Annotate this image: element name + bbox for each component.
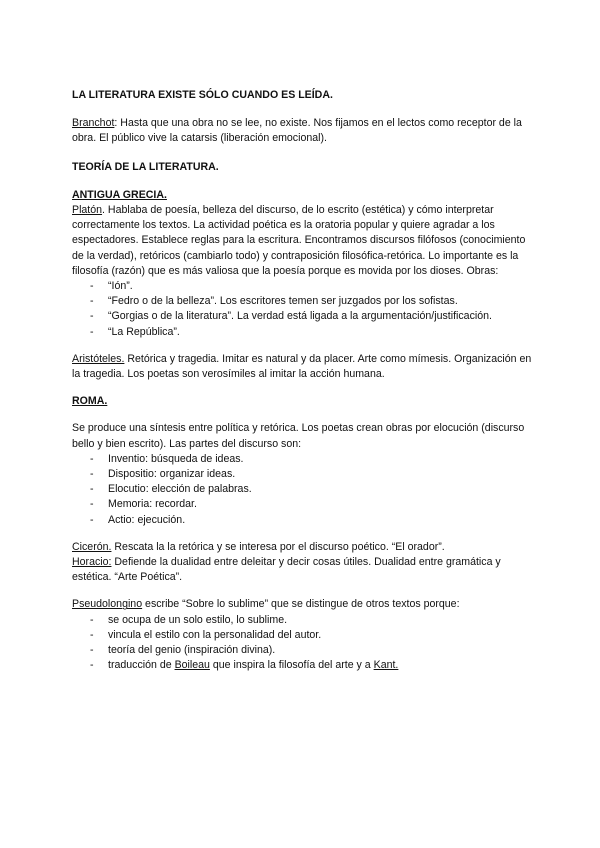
theory-heading: TEORÍA DE LA LITERATURA.	[72, 160, 219, 173]
horacio-paragraph	[72, 555, 534, 585]
aristotle-text: Retórica y tragedia. Imitar es natural y da placer. Arte como mímesis. Organización en la tragedia. Los poetas son verosímiles al imitar la acción humana.	[72, 352, 532, 381]
kant-name: Kant.	[373, 659, 399, 672]
plato-paragraph	[72, 203, 534, 279]
branchot-name: Branchot	[72, 117, 115, 130]
pseudolongino-text: escribe “Sobre lo sublime” que se distingue de otros textos porque:	[142, 598, 460, 611]
plato-name: Platón	[72, 204, 103, 217]
boileau-name: Boileau	[174, 659, 210, 672]
list-item: - teoría del genio (inspiración divina).	[72, 643, 534, 658]
pseudolongino-name: Pseudolongino	[72, 598, 143, 611]
plato-text: . Hablaba de poesía, belleza del discurso, de lo escrito (estética) y cómo interpretar correctamente los textos. La actividad poética es la oratoria popular y quiere agradar a los espectadores. Establece reglas para la escritura. Encontramos discursos filófosos (conocimiento de la verdad), retóricos (cambiarlo todo) y contraposición filosófica-retórica. Lo importante es la filosofía (razón) que es más valiosa que la poesía porque es movida por los dioses. Obras:	[72, 204, 526, 277]
list-item: - “Ión”.	[72, 279, 534, 294]
aristotle-paragraph	[72, 352, 534, 382]
pseudolongino-paragraph	[72, 597, 534, 612]
boileau-middle: que inspira la filosofía del arte y a	[209, 659, 374, 672]
branchot-text: : Hasta que una obra no se lee, no existe. Nos fijamos en el lectos como receptor de la obra. El público vive la catarsis (liberación emocional).	[72, 117, 522, 145]
list-item	[72, 658, 534, 673]
list-item: - Elocutio: elección de palabras.	[72, 482, 534, 497]
aristotle-name: Aristóteles.	[72, 352, 125, 365]
horacio-name: Horacio:	[72, 556, 112, 569]
ciceron-name: Cicerón.	[72, 540, 112, 553]
plato-works-list	[72, 279, 534, 340]
greece-heading: ANTIGUA GRECIA.	[72, 188, 167, 201]
list-item: - Dispositio: organizar ideas.	[72, 467, 534, 482]
horacio-text: Defiende la dualidad entre deleitar y decir cosas útiles. Dualidad entre gramática y estética. “Arte Poética”.	[72, 556, 501, 584]
rome-intro: Se produce una síntesis entre política y retórica. Los poetas crean obras por elocución (discurso bello y bien escrito). Las partes del discurso son:	[72, 422, 525, 450]
ciceron-text: Rescata la la retórica y se interesa por el discurso poético. “El orador”.	[111, 540, 445, 553]
rome-heading: ROMA.	[72, 395, 108, 408]
list-item: - vincula el estilo con la personalidad del autor.	[72, 628, 534, 643]
list-item: - “Gorgias o de la literatura”. La verdad está ligada a la argumentación/justificación.	[72, 309, 534, 324]
document-page	[72, 88, 534, 674]
list-item: - Memoria: recordar.	[72, 497, 534, 512]
ciceron-paragraph	[72, 540, 534, 555]
list-item: - Actio: ejecución.	[72, 513, 534, 528]
list-item: - Inventio: búsqueda de ideas.	[72, 452, 534, 467]
page-title: LA LITERATURA EXISTE SÓLO CUANDO ES LEÍDA.	[72, 89, 333, 101]
list-item: - se ocupa de un solo estilo, lo sublime.	[72, 613, 534, 628]
boileau-prefix: traducción de	[108, 659, 175, 672]
list-item: - “La República”.	[72, 325, 534, 340]
sublime-list	[72, 613, 534, 674]
discourse-parts-list	[72, 452, 534, 528]
list-item: - “Fedro o de la belleza”. Los escritores temen ser juzgados por los sofistas.	[72, 294, 534, 309]
branchot-paragraph	[72, 116, 534, 146]
